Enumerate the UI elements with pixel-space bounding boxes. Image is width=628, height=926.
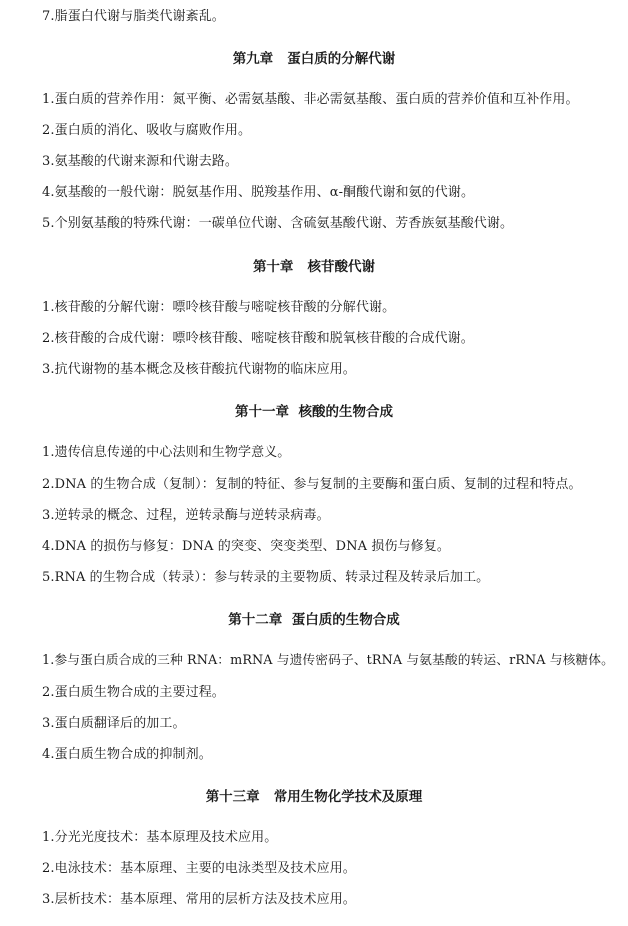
list-item: 1.分光光度技术：基本原理及技术应用。 [42,830,278,845]
list-item: 2.蛋白质生物合成的主要过程。 [42,685,225,700]
chapter-10-heading: 第十章 核苷酸代谢 [252,259,376,275]
list-item: 3.层析技术：基本原理、常用的层析方法及技术应用。 [42,892,356,907]
list-item: 1.参与蛋白质合成的三种 RNA：mRNA 与遗传密码子、tRNA 与氨基酸的转运、rRNA 与核糖体。 [42,653,614,668]
list-item: 4.DNA 的损伤与修复：DNA 的突变、突变类型、DNA 损伤与修复。 [42,539,450,554]
chapter-9-heading: 第九章 蛋白质的分解代谢 [232,51,396,67]
list-item: 5.RNA 的生物合成（转录）：参与转录的主要物质、转录过程及转录后加工。 [42,570,490,585]
list-item: 3.蛋白质翻译后的加工。 [42,716,186,731]
list-item: 1.蛋白质的营养作用：氮平衡、必需氨基酸、非必需氨基酸、蛋白质的营养价值和互补作用。 [42,92,579,107]
list-item: 4.氨基酸的一般代谢：脱氨基作用、脱羧基作用、α-酮酸代谢和氨的代谢。 [42,185,475,200]
list-item: 2.电泳技术：基本原理、主要的电泳类型及技术应用。 [42,861,356,876]
chapter-12-heading: 第十二章 蛋白质的生物合成 [228,612,400,628]
list-item: 3.氨基酸的代谢来源和代谢去路。 [42,154,239,169]
list-item: 4.蛋白质生物合成的抑制剂。 [42,747,212,762]
chapter-13-heading: 第十三章 常用生物化学技术及原理 [205,789,423,805]
list-item: 1.遗传信息传递的中心法则和生物学意义。 [42,445,291,460]
list-item: 3.抗代谢物的基本概念及核苷酸抗代谢物的临床应用。 [42,362,356,377]
list-item: 2.核苷酸的合成代谢：嘌呤核苷酸、嘧啶核苷酸和脱氧核苷酸的合成代谢。 [42,331,474,346]
list-item: 1.核苷酸的分解代谢：嘌呤核苷酸与嘧啶核苷酸的分解代谢。 [42,300,396,315]
list-item: 2.DNA 的生物合成（复制）：复制的特征、参与复制的主要酶和蛋白质、复制的过程和特点。 [42,477,582,492]
list-item: 3.逆转录的概念、过程，逆转录酶与逆转录病毒。 [42,508,330,523]
chapter-11-heading: 第十一章 核酸的生物合成 [235,404,393,420]
list-item: 7.脂蛋白代谢与脂类代谢紊乱。 [42,9,225,24]
list-item: 2.蛋白质的消化、吸收与腐败作用。 [42,123,252,138]
list-item: 5.个别氨基酸的特殊代谢：一碳单位代谢、含硫氨基酸代谢、芳香族氨基酸代谢。 [42,216,514,231]
